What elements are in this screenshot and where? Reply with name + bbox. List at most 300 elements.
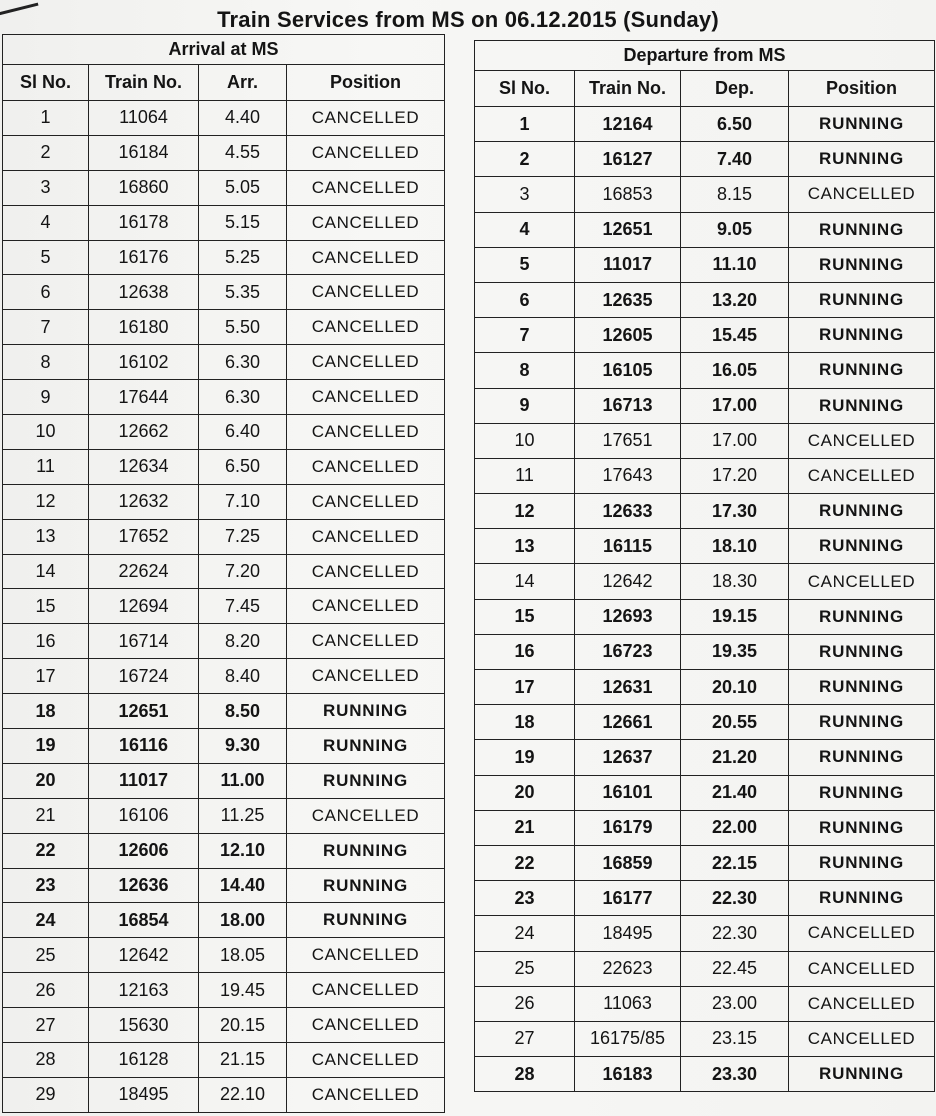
table-row bbox=[3, 868, 445, 903]
train-no-cell: 12642 bbox=[575, 564, 681, 599]
sl-no-cell: 6 bbox=[475, 282, 575, 317]
sl-no-cell: 9 bbox=[3, 380, 89, 415]
col-arr: Arr. bbox=[199, 65, 287, 101]
train-no-cell: 22623 bbox=[575, 951, 681, 986]
time-cell: 6.30 bbox=[199, 345, 287, 380]
position-cell: CANCELLED bbox=[287, 798, 445, 833]
time-cell: 5.15 bbox=[199, 205, 287, 240]
sl-no-cell: 21 bbox=[3, 798, 89, 833]
time-cell: 22.30 bbox=[681, 916, 789, 951]
sl-no-cell: 3 bbox=[475, 177, 575, 212]
train-no-cell: 11017 bbox=[89, 763, 199, 798]
table-row bbox=[475, 634, 935, 669]
table-row bbox=[3, 833, 445, 868]
col-sl-no: Sl No. bbox=[475, 71, 575, 107]
time-cell: 15.45 bbox=[681, 318, 789, 353]
time-cell: 7.25 bbox=[199, 519, 287, 554]
table-row bbox=[475, 670, 935, 705]
table-row bbox=[3, 694, 445, 729]
position-cell: CANCELLED bbox=[287, 205, 445, 240]
sl-no-cell: 12 bbox=[475, 494, 575, 529]
time-cell: 5.25 bbox=[199, 240, 287, 275]
sl-no-cell: 4 bbox=[475, 212, 575, 247]
table-row bbox=[3, 415, 445, 450]
position-cell: RUNNING bbox=[789, 142, 935, 177]
table-row bbox=[3, 1008, 445, 1043]
table-row bbox=[3, 729, 445, 764]
position-cell: RUNNING bbox=[287, 833, 445, 868]
time-cell: 4.55 bbox=[199, 135, 287, 170]
table-row bbox=[3, 519, 445, 554]
train-no-cell: 12606 bbox=[89, 833, 199, 868]
position-cell: CANCELLED bbox=[287, 1077, 445, 1112]
sl-no-cell: 15 bbox=[475, 599, 575, 634]
time-cell: 18.30 bbox=[681, 564, 789, 599]
table-row bbox=[475, 494, 935, 529]
train-no-cell: 12637 bbox=[575, 740, 681, 775]
time-cell: 7.10 bbox=[199, 484, 287, 519]
time-cell: 8.50 bbox=[199, 694, 287, 729]
time-cell: 4.40 bbox=[199, 101, 287, 136]
position-cell: CANCELLED bbox=[789, 177, 935, 212]
table-row bbox=[3, 170, 445, 205]
table-row bbox=[475, 845, 935, 880]
train-no-cell: 12633 bbox=[575, 494, 681, 529]
sl-no-cell: 23 bbox=[475, 881, 575, 916]
sl-no-cell: 19 bbox=[3, 729, 89, 764]
sl-no-cell: 1 bbox=[475, 107, 575, 142]
table-row bbox=[475, 458, 935, 493]
sl-no-cell: 29 bbox=[3, 1077, 89, 1112]
time-cell: 22.15 bbox=[681, 845, 789, 880]
position-cell: RUNNING bbox=[287, 694, 445, 729]
time-cell: 17.30 bbox=[681, 494, 789, 529]
sl-no-cell: 28 bbox=[475, 1057, 575, 1092]
sl-no-cell: 20 bbox=[3, 763, 89, 798]
time-cell: 11.10 bbox=[681, 247, 789, 282]
sl-no-cell: 27 bbox=[475, 1021, 575, 1056]
time-cell: 23.30 bbox=[681, 1057, 789, 1092]
train-no-cell: 11064 bbox=[89, 101, 199, 136]
table-row bbox=[475, 986, 935, 1021]
train-no-cell: 15630 bbox=[89, 1008, 199, 1043]
departure-heading: Departure from MS bbox=[475, 41, 935, 71]
time-cell: 23.00 bbox=[681, 986, 789, 1021]
position-cell: CANCELLED bbox=[789, 916, 935, 951]
sl-no-cell: 13 bbox=[3, 519, 89, 554]
sl-no-cell: 12 bbox=[3, 484, 89, 519]
sl-no-cell: 10 bbox=[475, 423, 575, 458]
sl-no-cell: 18 bbox=[475, 705, 575, 740]
position-cell: RUNNING bbox=[789, 353, 935, 388]
position-cell: RUNNING bbox=[789, 845, 935, 880]
time-cell: 8.15 bbox=[681, 177, 789, 212]
position-cell: RUNNING bbox=[287, 763, 445, 798]
time-cell: 12.10 bbox=[199, 833, 287, 868]
time-cell: 21.40 bbox=[681, 775, 789, 810]
train-no-cell: 17644 bbox=[89, 380, 199, 415]
train-no-cell: 16105 bbox=[575, 353, 681, 388]
table-row bbox=[3, 554, 445, 589]
sl-no-cell: 13 bbox=[475, 529, 575, 564]
sl-no-cell: 11 bbox=[475, 458, 575, 493]
position-cell: RUNNING bbox=[789, 740, 935, 775]
table-row bbox=[3, 101, 445, 136]
train-no-cell: 17652 bbox=[89, 519, 199, 554]
position-cell: CANCELLED bbox=[287, 519, 445, 554]
train-no-cell: 16179 bbox=[575, 810, 681, 845]
sl-no-cell: 5 bbox=[3, 240, 89, 275]
col-dep: Dep. bbox=[681, 71, 789, 107]
time-cell: 6.40 bbox=[199, 415, 287, 450]
train-no-cell: 12693 bbox=[575, 599, 681, 634]
position-cell: CANCELLED bbox=[789, 951, 935, 986]
position-cell: CANCELLED bbox=[789, 458, 935, 493]
sl-no-cell: 17 bbox=[475, 670, 575, 705]
arrival-column-headers bbox=[3, 65, 445, 101]
position-cell: CANCELLED bbox=[287, 275, 445, 310]
table-row bbox=[3, 624, 445, 659]
table-row bbox=[475, 951, 935, 986]
position-cell: CANCELLED bbox=[287, 1008, 445, 1043]
time-cell: 20.55 bbox=[681, 705, 789, 740]
sl-no-cell: 24 bbox=[3, 903, 89, 938]
time-cell: 9.30 bbox=[199, 729, 287, 764]
time-cell: 17.00 bbox=[681, 423, 789, 458]
table-row bbox=[3, 345, 445, 380]
departure-table bbox=[474, 40, 935, 1092]
position-cell: RUNNING bbox=[789, 810, 935, 845]
train-no-cell: 16106 bbox=[89, 798, 199, 833]
table-row bbox=[3, 938, 445, 973]
train-no-cell: 16713 bbox=[575, 388, 681, 423]
table-row bbox=[3, 275, 445, 310]
sl-no-cell: 18 bbox=[3, 694, 89, 729]
train-no-cell: 16723 bbox=[575, 634, 681, 669]
train-no-cell: 16853 bbox=[575, 177, 681, 212]
time-cell: 17.20 bbox=[681, 458, 789, 493]
time-cell: 6.30 bbox=[199, 380, 287, 415]
position-cell: CANCELLED bbox=[287, 659, 445, 694]
time-cell: 11.00 bbox=[199, 763, 287, 798]
sl-no-cell: 16 bbox=[475, 634, 575, 669]
position-cell: CANCELLED bbox=[789, 986, 935, 1021]
table-row bbox=[475, 282, 935, 317]
time-cell: 19.35 bbox=[681, 634, 789, 669]
train-no-cell: 12694 bbox=[89, 589, 199, 624]
table-row bbox=[3, 135, 445, 170]
sl-no-cell: 8 bbox=[3, 345, 89, 380]
time-cell: 6.50 bbox=[199, 449, 287, 484]
position-cell: CANCELLED bbox=[287, 554, 445, 589]
sl-no-cell: 20 bbox=[475, 775, 575, 810]
table-row bbox=[475, 810, 935, 845]
position-cell: CANCELLED bbox=[287, 973, 445, 1008]
train-no-cell: 11017 bbox=[575, 247, 681, 282]
time-cell: 22.30 bbox=[681, 881, 789, 916]
sl-no-cell: 4 bbox=[3, 205, 89, 240]
position-cell: RUNNING bbox=[789, 1057, 935, 1092]
time-cell: 18.05 bbox=[199, 938, 287, 973]
train-no-cell: 16178 bbox=[89, 205, 199, 240]
sl-no-cell: 2 bbox=[3, 135, 89, 170]
time-cell: 19.45 bbox=[199, 973, 287, 1008]
arrival-table bbox=[2, 34, 445, 1113]
position-cell: CANCELLED bbox=[287, 415, 445, 450]
position-cell: CANCELLED bbox=[287, 135, 445, 170]
page-title: Train Services from MS on 06.12.2015 (Sunday) bbox=[217, 7, 719, 32]
table-row bbox=[3, 1043, 445, 1078]
sl-no-cell: 17 bbox=[3, 659, 89, 694]
train-no-cell: 16714 bbox=[89, 624, 199, 659]
position-cell: CANCELLED bbox=[287, 170, 445, 205]
table-row bbox=[3, 589, 445, 624]
time-cell: 22.45 bbox=[681, 951, 789, 986]
table-row bbox=[3, 484, 445, 519]
table-row bbox=[475, 881, 935, 916]
time-cell: 16.05 bbox=[681, 353, 789, 388]
train-no-cell: 12636 bbox=[89, 868, 199, 903]
train-no-cell: 12642 bbox=[89, 938, 199, 973]
time-cell: 8.20 bbox=[199, 624, 287, 659]
sl-no-cell: 5 bbox=[475, 247, 575, 282]
position-cell: CANCELLED bbox=[287, 589, 445, 624]
sl-no-cell: 25 bbox=[3, 938, 89, 973]
table-row bbox=[475, 177, 935, 212]
arrival-heading: Arrival at MS bbox=[3, 35, 445, 65]
departure-rows bbox=[475, 107, 935, 1092]
position-cell: RUNNING bbox=[789, 705, 935, 740]
time-cell: 22.10 bbox=[199, 1077, 287, 1112]
train-no-cell: 16180 bbox=[89, 310, 199, 345]
time-cell: 21.20 bbox=[681, 740, 789, 775]
position-cell: CANCELLED bbox=[287, 449, 445, 484]
position-cell: CANCELLED bbox=[287, 938, 445, 973]
table-row bbox=[475, 107, 935, 142]
train-no-cell: 16183 bbox=[575, 1057, 681, 1092]
train-no-cell: 12651 bbox=[575, 212, 681, 247]
table-row bbox=[475, 318, 935, 353]
position-cell: RUNNING bbox=[789, 634, 935, 669]
col-train-no: Train No. bbox=[575, 71, 681, 107]
sl-no-cell: 27 bbox=[3, 1008, 89, 1043]
train-no-cell: 16854 bbox=[89, 903, 199, 938]
sl-no-cell: 28 bbox=[3, 1043, 89, 1078]
train-no-cell: 17643 bbox=[575, 458, 681, 493]
sl-no-cell: 22 bbox=[3, 833, 89, 868]
time-cell: 13.20 bbox=[681, 282, 789, 317]
position-cell: RUNNING bbox=[287, 729, 445, 764]
position-cell: RUNNING bbox=[287, 868, 445, 903]
train-no-cell: 16127 bbox=[575, 142, 681, 177]
sl-no-cell: 19 bbox=[475, 740, 575, 775]
position-cell: RUNNING bbox=[789, 282, 935, 317]
train-no-cell: 16859 bbox=[575, 845, 681, 880]
sl-no-cell: 16 bbox=[3, 624, 89, 659]
train-no-cell: 17651 bbox=[575, 423, 681, 458]
train-no-cell: 16176 bbox=[89, 240, 199, 275]
time-cell: 8.40 bbox=[199, 659, 287, 694]
departure-column-headers bbox=[475, 71, 935, 107]
sl-no-cell: 15 bbox=[3, 589, 89, 624]
position-cell: RUNNING bbox=[789, 670, 935, 705]
table-row bbox=[3, 659, 445, 694]
sl-no-cell: 1 bbox=[3, 101, 89, 136]
time-cell: 11.25 bbox=[199, 798, 287, 833]
table-row bbox=[475, 212, 935, 247]
col-position: Position bbox=[287, 65, 445, 101]
sl-no-cell: 14 bbox=[3, 554, 89, 589]
train-no-cell: 12634 bbox=[89, 449, 199, 484]
position-cell: CANCELLED bbox=[789, 564, 935, 599]
train-no-cell: 12632 bbox=[89, 484, 199, 519]
time-cell: 7.20 bbox=[199, 554, 287, 589]
train-no-cell: 16184 bbox=[89, 135, 199, 170]
position-cell: RUNNING bbox=[789, 388, 935, 423]
train-no-cell: 12661 bbox=[575, 705, 681, 740]
train-no-cell: 16116 bbox=[89, 729, 199, 764]
train-no-cell: 16102 bbox=[89, 345, 199, 380]
table-row bbox=[475, 388, 935, 423]
position-cell: RUNNING bbox=[287, 903, 445, 938]
position-cell: RUNNING bbox=[789, 881, 935, 916]
time-cell: 17.00 bbox=[681, 388, 789, 423]
time-cell: 6.50 bbox=[681, 107, 789, 142]
train-no-cell: 12662 bbox=[89, 415, 199, 450]
position-cell: RUNNING bbox=[789, 247, 935, 282]
sl-no-cell: 11 bbox=[3, 449, 89, 484]
position-cell: RUNNING bbox=[789, 318, 935, 353]
time-cell: 18.10 bbox=[681, 529, 789, 564]
sl-no-cell: 2 bbox=[475, 142, 575, 177]
time-cell: 14.40 bbox=[199, 868, 287, 903]
table-row bbox=[475, 1021, 935, 1056]
train-no-cell: 12164 bbox=[575, 107, 681, 142]
time-cell: 5.05 bbox=[199, 170, 287, 205]
sl-no-cell: 21 bbox=[475, 810, 575, 845]
col-sl-no: Sl No. bbox=[3, 65, 89, 101]
sl-no-cell: 14 bbox=[475, 564, 575, 599]
position-cell: CANCELLED bbox=[789, 1021, 935, 1056]
train-no-cell: 18495 bbox=[89, 1077, 199, 1112]
sl-no-cell: 26 bbox=[475, 986, 575, 1021]
table-row bbox=[3, 903, 445, 938]
table-row bbox=[3, 380, 445, 415]
train-no-cell: 12635 bbox=[575, 282, 681, 317]
train-no-cell: 12651 bbox=[89, 694, 199, 729]
table-row bbox=[475, 142, 935, 177]
table-row bbox=[475, 705, 935, 740]
time-cell: 23.15 bbox=[681, 1021, 789, 1056]
table-row bbox=[3, 310, 445, 345]
train-no-cell: 16724 bbox=[89, 659, 199, 694]
position-cell: CANCELLED bbox=[287, 484, 445, 519]
position-cell: RUNNING bbox=[789, 107, 935, 142]
sl-no-cell: 9 bbox=[475, 388, 575, 423]
table-row bbox=[3, 763, 445, 798]
time-cell: 18.00 bbox=[199, 903, 287, 938]
time-cell: 22.00 bbox=[681, 810, 789, 845]
position-cell: RUNNING bbox=[789, 775, 935, 810]
train-no-cell: 11063 bbox=[575, 986, 681, 1021]
position-cell: RUNNING bbox=[789, 494, 935, 529]
position-cell: RUNNING bbox=[789, 212, 935, 247]
train-no-cell: 12163 bbox=[89, 973, 199, 1008]
train-no-cell: 16177 bbox=[575, 881, 681, 916]
time-cell: 5.35 bbox=[199, 275, 287, 310]
table-row bbox=[475, 599, 935, 634]
table-row bbox=[3, 205, 445, 240]
sl-no-cell: 3 bbox=[3, 170, 89, 205]
col-train-no: Train No. bbox=[89, 65, 199, 101]
train-no-cell: 18495 bbox=[575, 916, 681, 951]
time-cell: 19.15 bbox=[681, 599, 789, 634]
position-cell: CANCELLED bbox=[287, 101, 445, 136]
table-row bbox=[475, 740, 935, 775]
train-no-cell: 16115 bbox=[575, 529, 681, 564]
table-row bbox=[3, 1077, 445, 1112]
train-no-cell: 12631 bbox=[575, 670, 681, 705]
sl-no-cell: 8 bbox=[475, 353, 575, 388]
position-cell: CANCELLED bbox=[287, 310, 445, 345]
time-cell: 5.50 bbox=[199, 310, 287, 345]
table-row bbox=[475, 247, 935, 282]
sl-no-cell: 6 bbox=[3, 275, 89, 310]
table-row bbox=[475, 353, 935, 388]
table-row bbox=[475, 1057, 935, 1092]
position-cell: CANCELLED bbox=[287, 624, 445, 659]
position-cell: CANCELLED bbox=[287, 345, 445, 380]
table-row bbox=[475, 423, 935, 458]
train-no-cell: 22624 bbox=[89, 554, 199, 589]
train-no-cell: 16175/85 bbox=[575, 1021, 681, 1056]
table-row bbox=[3, 798, 445, 833]
time-cell: 9.05 bbox=[681, 212, 789, 247]
time-cell: 7.40 bbox=[681, 142, 789, 177]
position-cell: RUNNING bbox=[789, 529, 935, 564]
col-position: Position bbox=[789, 71, 935, 107]
train-no-cell: 12605 bbox=[575, 318, 681, 353]
position-cell: CANCELLED bbox=[287, 380, 445, 415]
table-row bbox=[475, 775, 935, 810]
time-cell: 20.15 bbox=[199, 1008, 287, 1043]
train-no-cell: 16128 bbox=[89, 1043, 199, 1078]
position-cell: RUNNING bbox=[789, 599, 935, 634]
table-row bbox=[475, 529, 935, 564]
time-cell: 21.15 bbox=[199, 1043, 287, 1078]
position-cell: CANCELLED bbox=[287, 1043, 445, 1078]
time-cell: 7.45 bbox=[199, 589, 287, 624]
sl-no-cell: 10 bbox=[3, 415, 89, 450]
sl-no-cell: 24 bbox=[475, 916, 575, 951]
train-no-cell: 16860 bbox=[89, 170, 199, 205]
sl-no-cell: 7 bbox=[3, 310, 89, 345]
sl-no-cell: 23 bbox=[3, 868, 89, 903]
table-row bbox=[475, 564, 935, 599]
train-no-cell: 12638 bbox=[89, 275, 199, 310]
position-cell: CANCELLED bbox=[287, 240, 445, 275]
sl-no-cell: 25 bbox=[475, 951, 575, 986]
time-cell: 20.10 bbox=[681, 670, 789, 705]
sl-no-cell: 22 bbox=[475, 845, 575, 880]
position-cell: CANCELLED bbox=[789, 423, 935, 458]
table-row bbox=[3, 973, 445, 1008]
sl-no-cell: 7 bbox=[475, 318, 575, 353]
arrival-rows bbox=[3, 101, 445, 1113]
train-no-cell: 16101 bbox=[575, 775, 681, 810]
table-row bbox=[3, 449, 445, 484]
sl-no-cell: 26 bbox=[3, 973, 89, 1008]
